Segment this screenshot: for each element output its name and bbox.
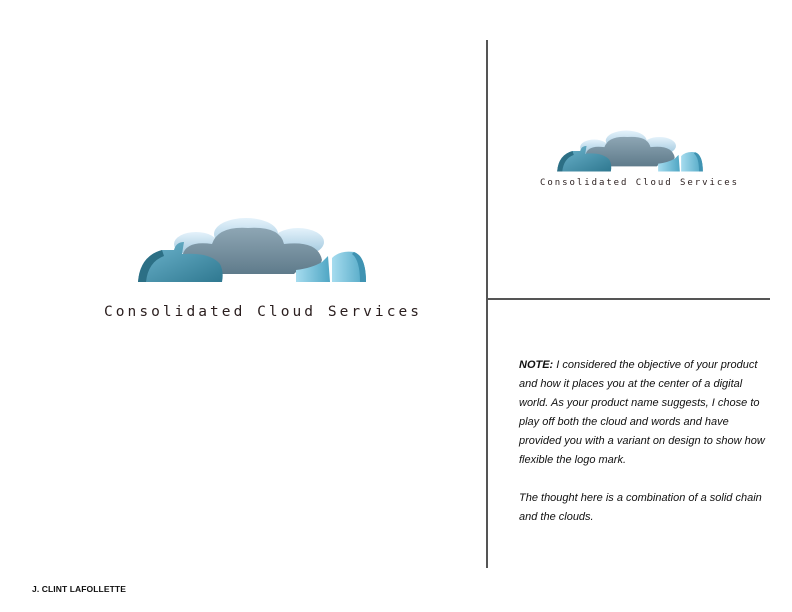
note-label: NOTE: [519,359,554,371]
wordmark-small: Consolidated Cloud Services [540,178,739,188]
author-name: J. CLINT LAFOLLETTE [32,584,126,594]
cloud-logo-large [134,214,370,286]
vertical-divider [486,40,488,568]
horizontal-divider [486,298,770,300]
design-note [519,356,769,527]
note-text-1: I considered the objective of your product and how it places you at the center of a digital world. As your product name suggests, I chose to play off both the cloud and words and have provided you with a variant on design to show how flexible the logo mark. [519,359,765,466]
cloud-logo-small [554,128,706,174]
wordmark-large: Consolidated Cloud Services [104,304,423,320]
note-paragraph-1 [519,356,769,470]
note-paragraph-2: The thought here is a combination of a solid chain and the clouds. [519,492,762,523]
